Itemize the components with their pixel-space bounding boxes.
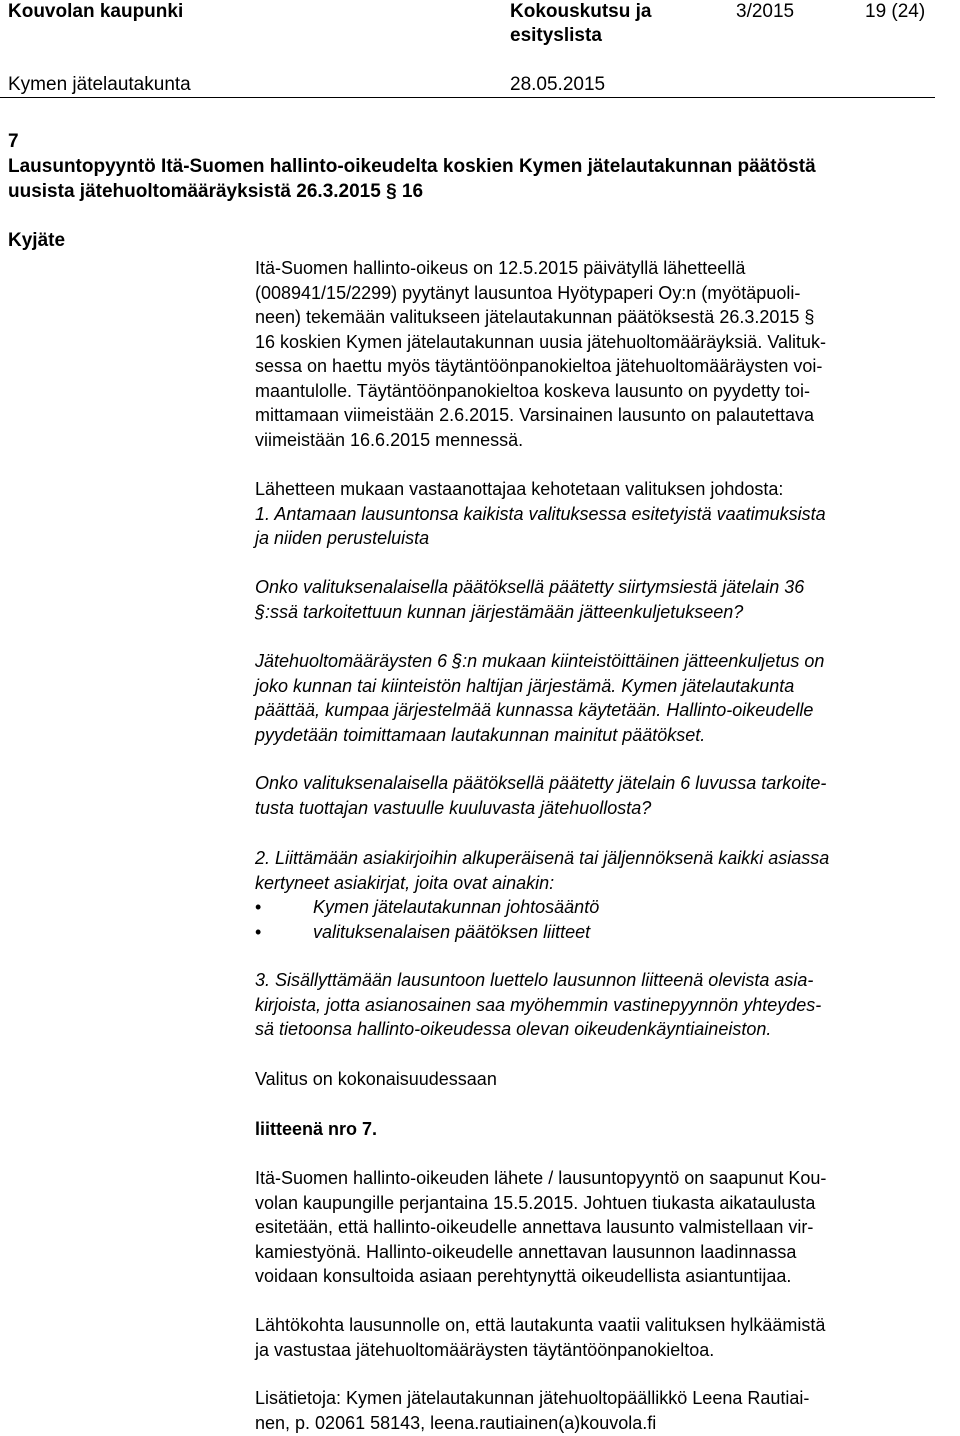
item-title-line: Lausuntopyyntö Itä-Suomen hallinto-oikeudelta koskien Kymen jätelautakunnan päätöstä <box>8 156 816 177</box>
header-date: 28.05.2015 <box>510 74 606 95</box>
list-item <box>255 920 935 945</box>
text-line: kamiestyönä. Hallinto-oikeudelle annettavan lausunnon laadinnassa <box>255 1241 797 1262</box>
text-line: Onko valituksenalaisella päätöksellä päätetty siirtymsiestä jätelain 36 <box>255 577 805 597</box>
text-line: neen) tekemään valitukseen jätelautakunnan päätöksestä 26.3.2015 § <box>255 307 815 327</box>
text-line: joko kunnan tai kiinteistön haltijan järjestämä. Kymen jätelautakunta <box>255 675 795 696</box>
text-line: mittamaan viimeistään 2.6.2015. Varsinainen lausunto on palautettava <box>255 405 815 425</box>
text-line: Onko valituksenalaisella päätöksellä päätetty jätelain 6 luvussa tarkoite- <box>255 773 827 793</box>
text-line: esitetään, että hallinto-oikeudelle annettava lausunto valmistellaan vir- <box>255 1217 814 1237</box>
text-line: 3. Sisällyttämään lausuntoon luettelo lausunnon liitteenä olevista asia- <box>255 970 814 990</box>
list-item-text: valituksenalaisen päätöksen liitteet <box>313 922 591 942</box>
bullet-icon: • <box>255 922 262 942</box>
paragraph-attach-documents <box>255 846 935 895</box>
text-line: Lähtökohta lausunnolle on, että lautakunta vaatii valituksen hylkäämistä <box>255 1315 826 1335</box>
text-line: Jätehuoltomääräysten 6 §:n mukaan kiinteistöittäinen jätteenkuljetus on <box>255 651 825 671</box>
text-line: päättää, kumpaa järjestelmää kunnassa käytetään. Hallinto-oikeudelle <box>255 700 814 720</box>
text-line: §:ssä tarkoitettuun kunnan järjestämään jätteenkuljetukseen? <box>255 601 744 622</box>
text-line: 1. Antamaan lausuntonsa kaikista valituksessa esitetyistä vaatimuksista <box>255 503 826 524</box>
header-divider <box>0 97 935 98</box>
paragraph-question-36 <box>255 575 935 624</box>
paragraph-referral <box>255 256 935 452</box>
header-number: 3/2015 <box>736 1 795 22</box>
paragraph-include-attachments <box>255 968 935 1042</box>
text-line: kertyneet asiakirjat, joita ovat ainakin: <box>255 872 555 893</box>
text-line: viimeistään 16.6.2015 mennessä. <box>255 429 524 450</box>
text-line: 16 koskien Kymen jätelautakunnan uusia jätehuoltomääräyksiä. Valituk- <box>255 331 826 352</box>
bullet-icon: • <box>255 897 262 917</box>
paragraph-instructions <box>255 477 935 551</box>
header-doc-type-line2: esityslista <box>510 25 602 46</box>
paragraph-question-chapter-6 <box>255 771 935 820</box>
list-item <box>255 895 935 920</box>
list-item-text: Kymen jätelautakunnan johtosääntö <box>313 897 600 917</box>
text-line: volan kaupungille perjantaina 15.5.2015. Johtuen tiukasta aikataulusta <box>255 1192 816 1213</box>
text-line: tusta tuottajan vastuulle kuuluvasta jätehuollosta? <box>255 797 652 818</box>
text-line: ja vastustaa jätehuoltomääräysten täytäntöönpanokieltoa. <box>255 1339 715 1360</box>
paragraph-regulation-6 <box>255 649 935 747</box>
paragraph-attachment-number <box>255 1117 935 1142</box>
paragraph-starting-point <box>255 1313 935 1362</box>
header-org: Kouvolan kaupunki <box>8 1 184 22</box>
text-line: Itä-Suomen hallinto-oikeuden lähete / lausuntopyyntö on saapunut Kou- <box>255 1168 827 1188</box>
text-line: Itä-Suomen hallinto-oikeus on 12.5.2015 päivätyllä lähetteellä <box>255 258 746 278</box>
text-line: sä tietoonsa hallinto-oikeudessa olevan oikeudenkäyntiaineiston. <box>255 1019 772 1039</box>
text-line: (008941/15/2299) pyytänyt lausuntoa Hyötypaperi Oy:n (myötäpuoli- <box>255 282 801 303</box>
header-page: 19 (24) <box>865 1 926 22</box>
paragraph-appeal-note <box>255 1067 935 1092</box>
text-line: Lisätietoja: Kymen jätelautakunnan jätehuoltopäällikkö Leena Rautiai- <box>255 1388 810 1408</box>
text-line: sessa on haettu myös täytäntöönpanokieltoa jätehuoltomääräysten voi- <box>255 356 823 376</box>
item-title-line: uusista jätehuoltomääräyksistä 26.3.2015 § 16 <box>8 181 424 202</box>
text-line: ja niiden perusteluista <box>255 528 430 548</box>
text-line: kirjoista, jotta asianosainen saa myöhemmin vastinepyynnön yhteydes- <box>255 994 822 1015</box>
paragraph-contact-info <box>255 1386 935 1435</box>
text-line: maantulolle. Täytäntöönpanokieltoa koskeva lausunto on pyydetty toi- <box>255 380 811 401</box>
text-line: liitteenä nro 7. <box>255 1119 378 1139</box>
paragraph-arrival <box>255 1166 935 1289</box>
text-line: pyydetään toimittamaan lautakunnan mainitut päätökset. <box>255 724 706 745</box>
text-line: Valitus on kokonaisuudessaan <box>255 1069 497 1089</box>
header-committee: Kymen jätelautakunta <box>8 74 191 95</box>
kyjate-label: Kyjäte <box>8 230 66 251</box>
item-number: 7 <box>8 131 19 152</box>
text-line: Lähetteen mukaan vastaanottajaa kehotetaan valituksen johdosta: <box>255 479 784 499</box>
text-line: nen, p. 02061 58143, leena.rautiainen(a)kouvola.fi <box>255 1412 657 1433</box>
text-line: voidaan konsultoida asiaan perehtynyttä oikeudellista asiantuntijaa. <box>255 1266 792 1286</box>
header-doc-type-line1: Kokouskutsu ja <box>510 1 652 22</box>
text-line: 2. Liittämään asiakirjoihin alkuperäisenä tai jäljennöksenä kaikki asiassa <box>255 848 830 868</box>
